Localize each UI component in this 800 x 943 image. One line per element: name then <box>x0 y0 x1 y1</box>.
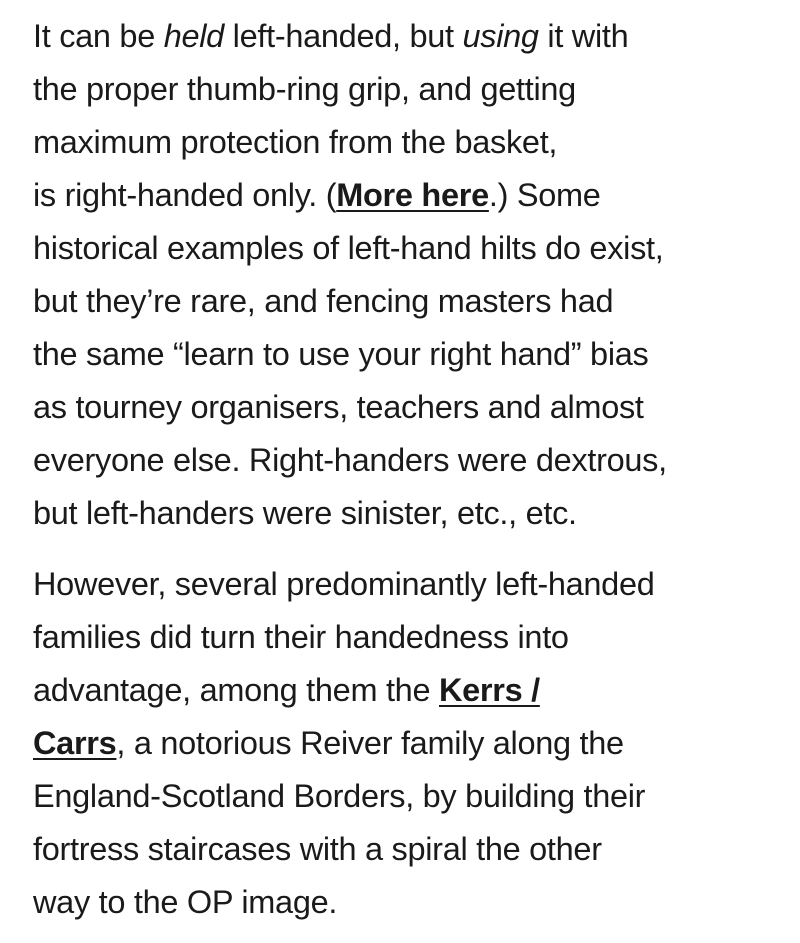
text-line <box>33 169 773 222</box>
paragraph-1 <box>33 10 773 540</box>
kerrs-carrs-link[interactable]: Kerrs / <box>438 672 540 708</box>
text-line: but they’re rare, and fencing masters had <box>33 283 614 319</box>
text-run: , a notorious Reiver family along the <box>116 725 624 761</box>
text-line: historical examples of left-hand hilts do exist, <box>33 230 664 266</box>
more-here-link[interactable]: More here <box>336 177 489 213</box>
text-line: the proper thumb-ring grip, and getting <box>33 71 576 107</box>
text-line <box>33 10 773 63</box>
text-line: maximum protection from the basket, <box>33 124 558 160</box>
text-line <box>33 664 773 717</box>
text-line: the same “learn to use your right hand” bias <box>33 336 649 372</box>
text-run: advantage, among them the <box>33 672 439 708</box>
text-line: everyone else. Right-handers were dextrous, <box>33 442 667 478</box>
text-line: as tourney organisers, teachers and almost <box>33 389 644 425</box>
text-line: families did turn their handedness into <box>33 619 569 655</box>
text-line: fortress staircases with a spiral the other <box>33 831 602 867</box>
text-line: However, several predominantly left-handed <box>33 566 655 602</box>
text-run: it with <box>538 18 629 54</box>
text-line: way to the OP image. <box>33 884 338 920</box>
paragraph-2 <box>33 558 773 929</box>
text-line: but left-handers were sinister, etc., etc. <box>33 495 577 531</box>
text-run: left-handed, but <box>223 18 463 54</box>
text-run: It can be <box>33 18 164 54</box>
text-line: England-Scotland Borders, by building their <box>33 778 646 814</box>
emphasis-using: using <box>462 18 539 54</box>
post-body <box>33 10 773 929</box>
text-run: is right-handed only. ( <box>33 177 337 213</box>
text-run: .) Some <box>488 177 601 213</box>
kerrs-carrs-link-continued[interactable]: Carrs <box>33 725 117 761</box>
text-line <box>33 717 773 770</box>
emphasis-held: held <box>163 18 224 54</box>
